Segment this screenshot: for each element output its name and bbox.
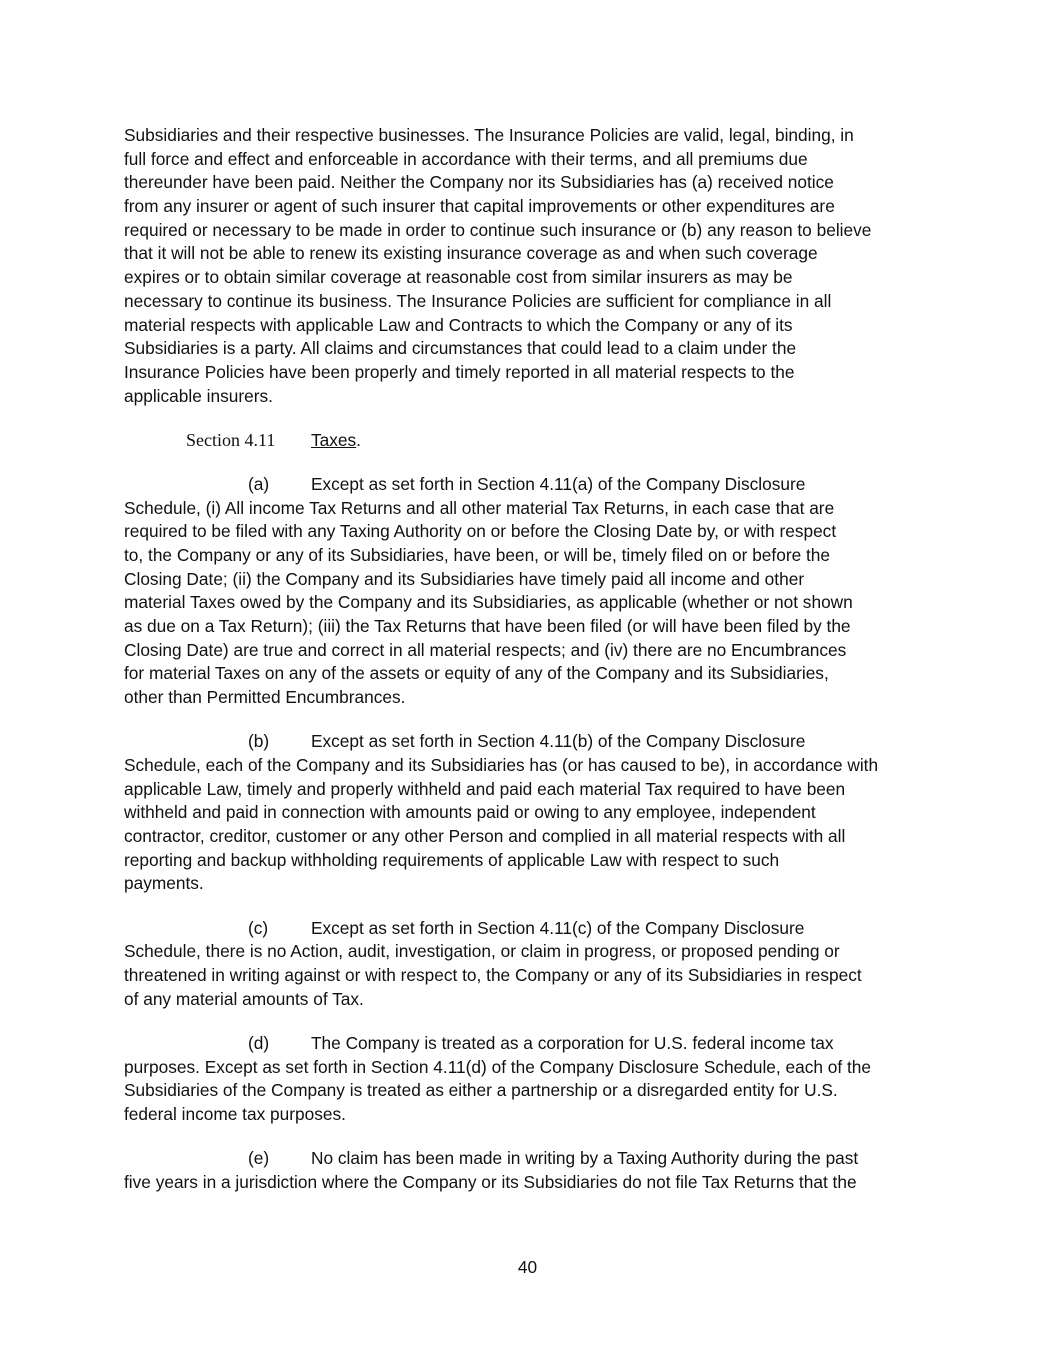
paragraph-line: as due on a Tax Return); (iii) the Tax Returns that have been filed (or will have been filed by the	[124, 616, 851, 637]
paragraph-line: reporting and backup withholding requirements of applicable Law with respect to such	[124, 849, 780, 870]
paragraph-line: full force and effect and enforceable in accordance with their terms, and all premiums due	[124, 148, 808, 169]
subsection-c	[124, 917, 930, 1012]
paragraph-line: necessary to continue its business. The Insurance Policies are sufficient for compliance in all	[124, 290, 832, 311]
subsection-e	[124, 1147, 930, 1194]
paragraph-line: applicable Law, timely and properly withheld and paid each material Tax required to have been	[124, 778, 846, 799]
paragraph-line: required or necessary to be made in order to continue such insurance or (b) any reason to believe	[124, 219, 872, 240]
paragraph-line: payments.	[124, 873, 204, 894]
paragraph-line: to, the Company or any of its Subsidiaries, have been, or will be, timely filed on or before the	[124, 545, 831, 566]
paragraph-line: purposes. Except as set forth in Section 4.11(d) of the Company Disclosure Schedule, each of the	[124, 1056, 872, 1077]
subsection-label: (b)	[248, 731, 270, 752]
paragraph-line: Closing Date; (ii) the Company and its Subsidiaries have timely paid all income and other	[124, 568, 805, 589]
paragraph-line: Except as set forth in Section 4.11(c) of the Company Disclosure	[311, 917, 805, 938]
intro-paragraph	[124, 124, 930, 408]
paragraph-line: No claim has been made in writing by a Taxing Authority during the past	[311, 1148, 859, 1169]
paragraph-line: applicable insurers.	[124, 385, 273, 406]
paragraph-line: material Taxes owed by the Company and its Subsidiaries, as applicable (whether or not shown	[124, 592, 853, 613]
section-title-period: .	[356, 429, 361, 450]
paragraph-line: Except as set forth in Section 4.11(a) of the Company Disclosure	[311, 473, 806, 494]
page-body	[124, 124, 930, 1215]
paragraph-line: Except as set forth in Section 4.11(b) of the Company Disclosure	[311, 731, 806, 752]
paragraph-line: five years in a jurisdiction where the Company or its Subsidiaries do not file Tax Returns that the	[124, 1171, 857, 1192]
paragraph-line: other than Permitted Encumbrances.	[124, 687, 406, 708]
paragraph-line: from any insurer or agent of such insurer that capital improvements or other expenditures are	[124, 196, 835, 217]
page-number: 40	[517, 1257, 538, 1277]
paragraph-line: Schedule, each of the Company and its Subsidiaries has (or has caused to be), in accordance with	[124, 755, 879, 776]
subsection-first-line	[124, 473, 930, 497]
subsection-a	[124, 473, 930, 710]
section-heading	[186, 429, 930, 453]
paragraph-line: that it will not be able to renew its existing insurance coverage as and when such coverage	[124, 243, 818, 264]
paragraph-line: material respects with applicable Law and Contracts to which the Company or any of its	[124, 314, 793, 335]
section-number: Section 4.11	[186, 429, 276, 450]
subsection-label: (c)	[248, 917, 269, 938]
paragraph-line: threatened in writing against or with respect to, the Company or any of its Subsidiaries in respect	[124, 965, 862, 986]
subsection-first-line	[124, 1032, 930, 1056]
paragraph-line: Schedule, there is no Action, audit, investigation, or claim in progress, or proposed pending or	[124, 941, 840, 962]
paragraph-line: Subsidiaries of the Company is treated as either a partnership or a disregarded entity for U.S.	[124, 1080, 838, 1101]
subsection-b	[124, 730, 930, 896]
section-title: Taxes	[311, 429, 357, 450]
subsection-first-line	[124, 730, 930, 754]
subsection-d	[124, 1032, 930, 1127]
paragraph-line: Closing Date) are true and correct in all material respects; and (iv) there are no Encumbrances	[124, 639, 847, 660]
paragraph-line: Schedule, (i) All income Tax Returns and all other material Tax Returns, in each case that are	[124, 497, 835, 518]
paragraph-line: for material Taxes on any of the assets or equity of any of the Company and its Subsidiaries,	[124, 663, 829, 684]
paragraph-line: withheld and paid in connection with amounts paid or owing to any employee, independent	[124, 802, 816, 823]
paragraph-line: required to be filed with any Taxing Authority on or before the Closing Date by, or with respect	[124, 521, 837, 542]
paragraph-line: Subsidiaries and their respective businesses. The Insurance Policies are valid, legal, binding, in	[124, 125, 854, 145]
paragraph-line: Subsidiaries is a party. All claims and circumstances that could lead to a claim under the	[124, 338, 797, 359]
subsection-first-line	[124, 1147, 930, 1171]
paragraph-line: of any material amounts of Tax.	[124, 988, 364, 1009]
paragraph-line: federal income tax purposes.	[124, 1103, 346, 1124]
paragraph-line: expires or to obtain similar coverage at reasonable cost from similar insurers as may be	[124, 267, 793, 288]
subsection-first-line	[124, 917, 930, 941]
paragraph-line: Insurance Policies have been properly and timely reported in all material respects to the	[124, 361, 795, 382]
subsection-label: (e)	[248, 1148, 270, 1169]
paragraph-line: contractor, creditor, customer or any other Person and complied in all material respects with all	[124, 826, 846, 847]
paragraph-line: thereunder have been paid. Neither the Company nor its Subsidiaries has (a) received notice	[124, 172, 834, 193]
subsection-label: (d)	[248, 1032, 270, 1053]
paragraph-line: The Company is treated as a corporation for U.S. federal income tax	[311, 1032, 834, 1053]
subsection-label: (a)	[248, 473, 270, 494]
